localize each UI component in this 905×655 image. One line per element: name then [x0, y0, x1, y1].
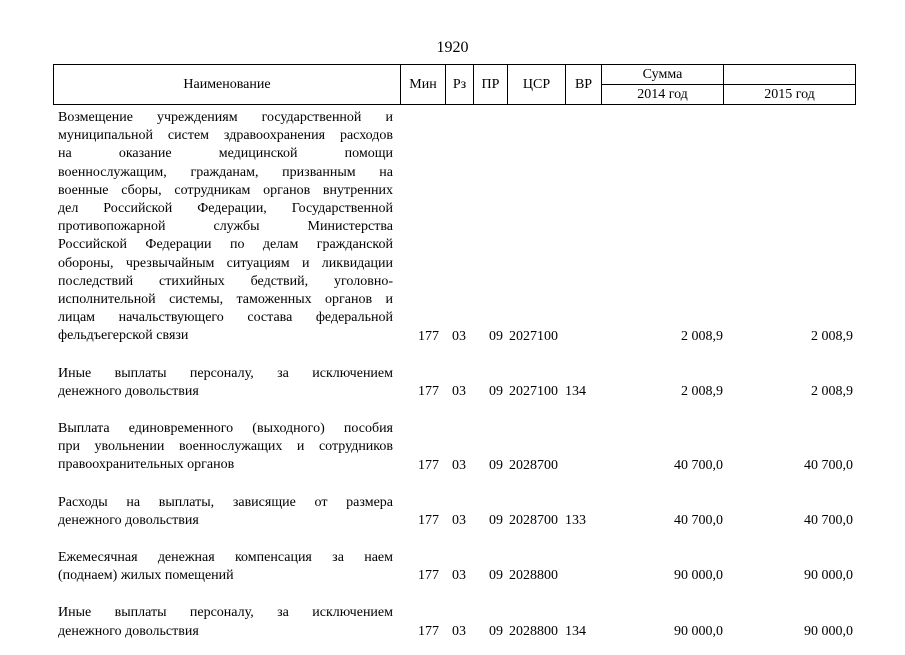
row-sum-2014: 40 700,0 [674, 457, 723, 473]
header-min: Мин [401, 65, 446, 105]
row-name [53, 415, 393, 475]
row-name-line: на оказание медицинской помощи [58, 146, 393, 162]
table-header [53, 64, 856, 105]
row-csr: 2027100 [509, 384, 558, 400]
row-name [53, 489, 393, 530]
row-rz: 03 [452, 568, 466, 584]
row-min: 177 [418, 513, 439, 529]
row-name-line: Российской Федерации по делам гражданской [58, 237, 393, 253]
row-rz: 03 [452, 384, 466, 400]
row-pr: 09 [489, 568, 503, 584]
row-name-line: дел Российской Федерации, Государственной [58, 201, 393, 217]
header-year-2014: 2014 год [602, 85, 724, 105]
row-name-line: правоохранительных органов [58, 457, 235, 473]
row-vr: 134 [565, 623, 586, 639]
row-csr: 2028800 [509, 568, 558, 584]
row-name-line: муниципальной систем здравоохранения расходов [58, 128, 393, 144]
header-rz: Рз [446, 65, 474, 105]
header-year-2015: 2015 год [724, 85, 856, 105]
row-rz: 03 [452, 457, 466, 473]
table-row [53, 104, 855, 346]
row-name-line: военнослужащим, гражданам, призванным на [58, 164, 393, 180]
row-csr: 2028700 [509, 513, 558, 529]
header-name: Наименование [54, 65, 401, 105]
row-name-line: последствий стихийных бедствий, уголовно- [58, 273, 393, 289]
table-body [53, 104, 855, 655]
row-name-line: Иные выплаты персоналу, за исключением [58, 605, 393, 621]
row-sum-2015: 40 700,0 [804, 513, 853, 529]
row-name-line: при увольнении военнослужащих и сотрудников [58, 439, 393, 455]
table-row [53, 360, 855, 401]
row-sum-2014: 2 008,9 [681, 328, 723, 344]
header-vr: ВР [566, 65, 602, 105]
row-rz: 03 [452, 623, 466, 639]
row-min: 177 [418, 568, 439, 584]
table-row [53, 544, 855, 585]
row-min: 177 [418, 384, 439, 400]
row-name-line: Расходы на выплаты, зависящие от размера [58, 494, 393, 510]
row-csr: 2027100 [509, 328, 558, 344]
row-sum-2014: 90 000,0 [674, 623, 723, 639]
header-sum-blank [724, 65, 856, 85]
row-rz: 03 [452, 328, 466, 344]
page-number: 1920 [436, 39, 469, 56]
row-pr: 09 [489, 513, 503, 529]
row-name-line: лицам начальствующего состава федеральной [58, 310, 393, 326]
header-csr: ЦСР [508, 65, 566, 105]
row-name-line: противопожарной службы Министерства [58, 219, 393, 235]
row-sum-2015: 90 000,0 [804, 568, 853, 584]
row-name-line: денежного довольствия [58, 512, 199, 528]
row-rz: 03 [452, 513, 466, 529]
row-pr: 09 [489, 384, 503, 400]
row-name-line: Иные выплаты персоналу, за исключением [58, 365, 393, 381]
row-name-line: денежного довольствия [58, 383, 199, 399]
row-vr: 134 [565, 384, 586, 400]
row-vr: 133 [565, 513, 586, 529]
row-name-line: фельдъегерской связи [58, 328, 189, 344]
row-name-line: обороны, чрезвычайным ситуациям и ликвидации [58, 255, 393, 271]
row-pr: 09 [489, 328, 503, 344]
row-csr: 2028800 [509, 623, 558, 639]
table-row [53, 599, 855, 640]
row-pr: 09 [489, 457, 503, 473]
row-sum-2015: 2 008,9 [811, 328, 853, 344]
row-name [53, 599, 393, 640]
table-row [53, 489, 855, 530]
row-sum-2014: 40 700,0 [674, 513, 723, 529]
row-sum-2015: 40 700,0 [804, 457, 853, 473]
row-sum-2014: 90 000,0 [674, 568, 723, 584]
row-pr: 09 [489, 623, 503, 639]
row-name-line: военные сборы, сотрудникам органов внутренних [58, 182, 393, 198]
row-name-line: Выплата единовременного (выходного) пособия [58, 421, 393, 437]
header-pr: ПР [474, 65, 508, 105]
table-row [53, 415, 855, 475]
row-csr: 2028700 [509, 457, 558, 473]
header-sum: Сумма [602, 65, 724, 85]
row-min: 177 [418, 328, 439, 344]
row-name-line: денежного довольствия [58, 623, 199, 639]
row-name-line: (поднаем) жилых помещений [58, 568, 234, 584]
row-sum-2014: 2 008,9 [681, 384, 723, 400]
row-name-line: Возмещение учреждениям государственной и [58, 110, 393, 125]
row-name [53, 544, 393, 585]
row-sum-2015: 90 000,0 [804, 623, 853, 639]
row-name-line: Ежемесячная денежная компенсация за наем [58, 550, 393, 566]
row-min: 177 [418, 457, 439, 473]
row-name [53, 104, 393, 346]
row-min: 177 [418, 623, 439, 639]
row-name [53, 360, 393, 401]
row-sum-2015: 2 008,9 [811, 384, 853, 400]
row-name-line: исполнительной системы, таможенных органов и [58, 292, 393, 308]
